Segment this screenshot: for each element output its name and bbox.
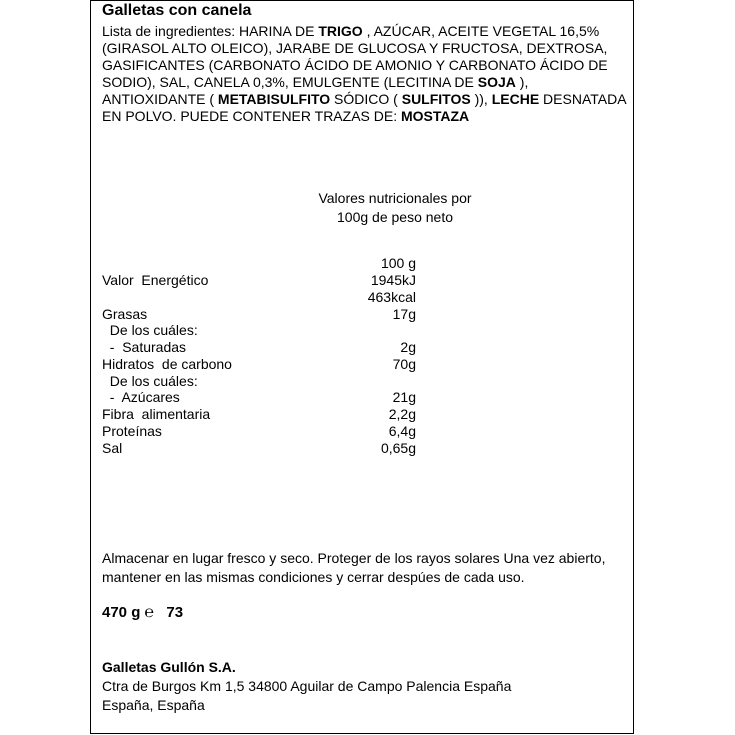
ingredient-text: )), <box>470 91 492 107</box>
nutrition-value: 17g <box>392 306 416 322</box>
nutrition-row <box>102 440 432 457</box>
net-weight-code: 73 <box>166 604 184 621</box>
net-weight-value: 470 g <box>102 604 141 621</box>
product-title: Galletas con canela <box>102 2 252 19</box>
company-country: España, España <box>102 697 205 713</box>
nutrition-row <box>102 255 432 272</box>
allergen-text: METABISULFITO <box>217 91 331 107</box>
allergen-text: MOSTAZA <box>400 108 470 124</box>
nutrition-label: Grasas <box>102 306 148 322</box>
nutrition-row <box>102 289 432 306</box>
net-weight <box>102 604 183 621</box>
nutrition-row <box>102 272 432 289</box>
nutrition-value: 21g <box>392 389 416 405</box>
ingredient-text: DESNATADA EN POLVO. PUEDE CONTENER TRAZAS DE: <box>102 91 626 124</box>
ingredients-list <box>102 23 627 125</box>
nutrition-row <box>102 389 432 406</box>
storage-instructions: Almacenar en lugar fresco y seco. Proteger de los rayos solares Una vez abierto, mantener en las mismas condiciones y cerrar despúes de cada uso. <box>102 550 606 585</box>
nutrition-label: Fibra alimentaria <box>102 406 211 422</box>
allergen-text: SULFITOS <box>401 91 471 107</box>
nutrition-label: Sal <box>102 440 123 456</box>
nutrition-header <box>300 189 490 227</box>
allergen-text: TRIGO <box>318 23 363 39</box>
company-address: Ctra de Burgos Km 1,5 34800 Aguilar de Campo Palencia España <box>102 678 512 694</box>
nutrition-value: 2,2g <box>388 406 416 422</box>
nutrition-row <box>102 406 432 423</box>
nutrition-row <box>102 373 432 390</box>
ingredient-text: Lista de ingredientes: HARINA DE <box>102 23 319 39</box>
nutrition-row <box>102 423 432 440</box>
nutrition-value: 2g <box>400 339 416 355</box>
nutrition-value: 463kcal <box>367 289 416 305</box>
nutrition-value: 6,4g <box>388 423 416 439</box>
estimated-sign-icon: ℮ <box>144 603 154 621</box>
company-name: Galletas Gullón S.A. <box>102 659 236 675</box>
nutrition-header-line1: Valores nutricionales por <box>318 190 472 206</box>
allergen-text: LECHE <box>491 91 540 107</box>
nutrition-value: 100 g <box>380 255 416 271</box>
nutrition-value: 1945kJ <box>370 272 416 288</box>
nutrition-label: De los cuáles: <box>102 322 198 338</box>
nutrition-value: 0,65g <box>380 440 416 456</box>
nutrition-header-line2: 100g de peso neto <box>337 209 453 225</box>
ingredient-text: SÓDICO ( <box>330 91 402 107</box>
nutrition-row <box>102 322 432 339</box>
nutrition-label: Proteínas <box>102 423 162 439</box>
ingredient-text: , AZÚCAR, ACEITE VEGETAL 16,5%(GIRASOL ALTO OLEICO), JARABE DE GLUCOSA Y FRUCTOSA, DEXTROSA, GASIFICANTES (CARBONATO ÁCIDO DE AMONIO Y CARBONATO ÁCIDO DE SODIO), SAL, CANELA 0,3%, EMULGENTE (LECITINA DE <box>102 23 608 90</box>
nutrition-row <box>102 339 432 356</box>
ingredient-text: ), ANTIOXIDANTE ( <box>102 74 529 107</box>
allergen-text: SOJA <box>477 74 516 90</box>
nutrition-label: Hidratos de carbono <box>102 356 232 372</box>
nutrition-row <box>102 356 432 373</box>
nutrition-value: 70g <box>392 356 416 372</box>
nutrition-label: - Saturadas <box>102 339 187 355</box>
nutrition-label: De los cuáles: <box>102 373 198 389</box>
nutrition-row <box>102 306 432 323</box>
nutrition-label: - Azúcares <box>102 389 180 405</box>
nutrition-label: Valor Energético <box>102 272 209 288</box>
